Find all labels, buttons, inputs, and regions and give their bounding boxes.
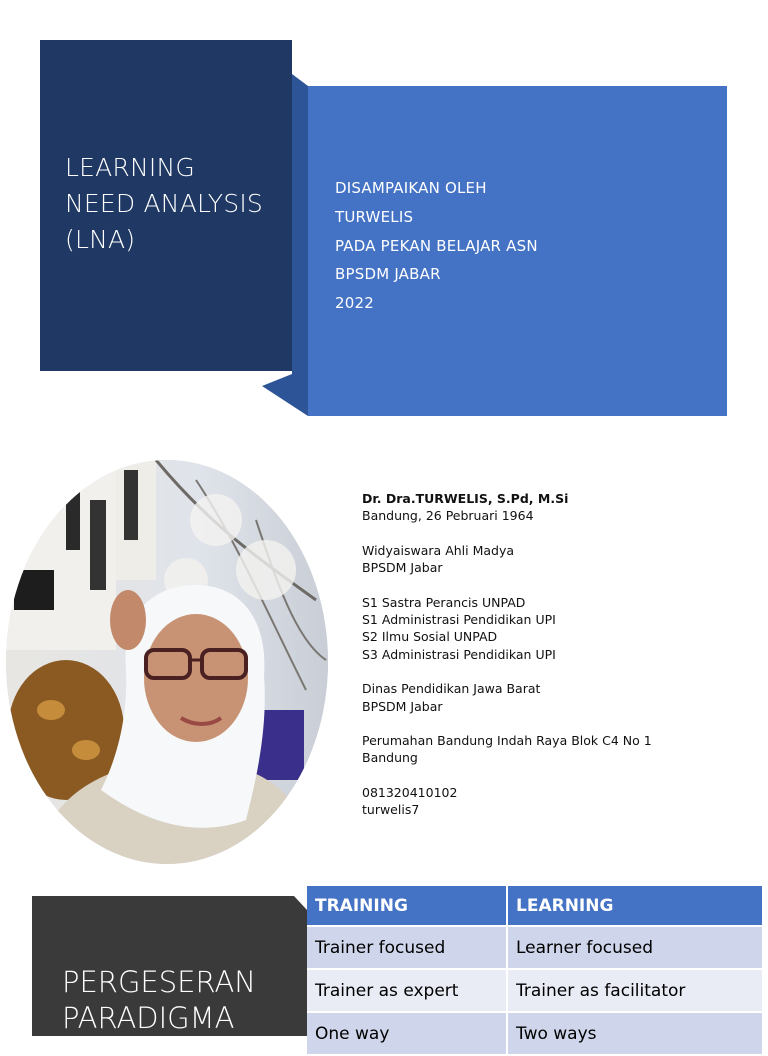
speaker-photo	[6, 460, 328, 864]
subtitle-line: DISAMPAIKAN OLEH	[335, 179, 487, 197]
subtitle-line: 2022	[335, 294, 374, 313]
paradigm-title	[62, 964, 302, 1036]
speaker-name: Dr. Dra.TURWELIS, S.Pd, M.Si	[362, 491, 569, 506]
table-cell: Learner focused	[507, 926, 763, 969]
education-line: S1 Administrasi Pendidikan UPI	[362, 612, 556, 628]
education-line: S3 Administrasi Pendidikan UPI	[362, 646, 556, 662]
table-header-training: TRAINING	[307, 886, 507, 926]
subtitle-line: BPSDM JABAR	[335, 265, 441, 284]
address-line: Perumahan Bandung Indah Raya Blok C4 No 1	[362, 733, 652, 749]
slide-title-line: (LNA)	[65, 225, 136, 254]
spacer	[362, 663, 742, 680]
table-header-row	[307, 886, 763, 926]
position-line: BPSDM Jabar	[362, 560, 443, 576]
work-line: BPSDM Jabar	[362, 698, 443, 714]
slide-title	[65, 150, 280, 258]
table-cell: Trainer focused	[307, 926, 507, 969]
table-cell: Two ways	[507, 1012, 763, 1055]
subtitle-line: PADA PEKAN BELAJAR ASN	[335, 236, 538, 255]
paradigm-table	[307, 886, 764, 1056]
table-row	[307, 1012, 763, 1055]
position-line: Widyaiswara Ahli Madya	[362, 542, 515, 558]
spacer	[362, 576, 742, 593]
slide-title-line: NEED ANALYSIS	[65, 189, 263, 218]
social-handle: turwelis7	[362, 802, 420, 818]
speaker-birth: Bandung, 26 Pebruari 1964	[362, 508, 534, 524]
address-line: Bandung	[362, 750, 418, 766]
slide-title-line: LEARNING	[65, 153, 195, 182]
paradigm-title-line: PERGESERAN	[62, 965, 256, 999]
title-box-fold-top	[292, 74, 308, 86]
paradigm-title-line: PARADIGMA	[62, 1001, 235, 1035]
spacer	[362, 715, 742, 732]
slide-subtitle	[335, 174, 705, 318]
education-line: S2 Ilmu Sosial UNPAD	[362, 629, 498, 645]
table-cell: One way	[307, 1012, 507, 1055]
table-row	[307, 926, 763, 969]
table-cell: Trainer as expert	[307, 969, 507, 1012]
education-line: S1 Sastra Perancis UNPAD	[362, 594, 526, 610]
subtitle-line: TURWELIS	[335, 207, 414, 226]
spacer	[362, 767, 742, 784]
phone-number: 081320410102	[362, 785, 458, 801]
table-cell: Trainer as facilitator	[507, 969, 763, 1012]
spacer	[362, 525, 742, 542]
table-row	[307, 969, 763, 1012]
speaker-bio	[362, 490, 742, 819]
work-line: Dinas Pendidikan Jawa Barat	[362, 681, 541, 697]
table-header-learning: LEARNING	[507, 886, 763, 926]
